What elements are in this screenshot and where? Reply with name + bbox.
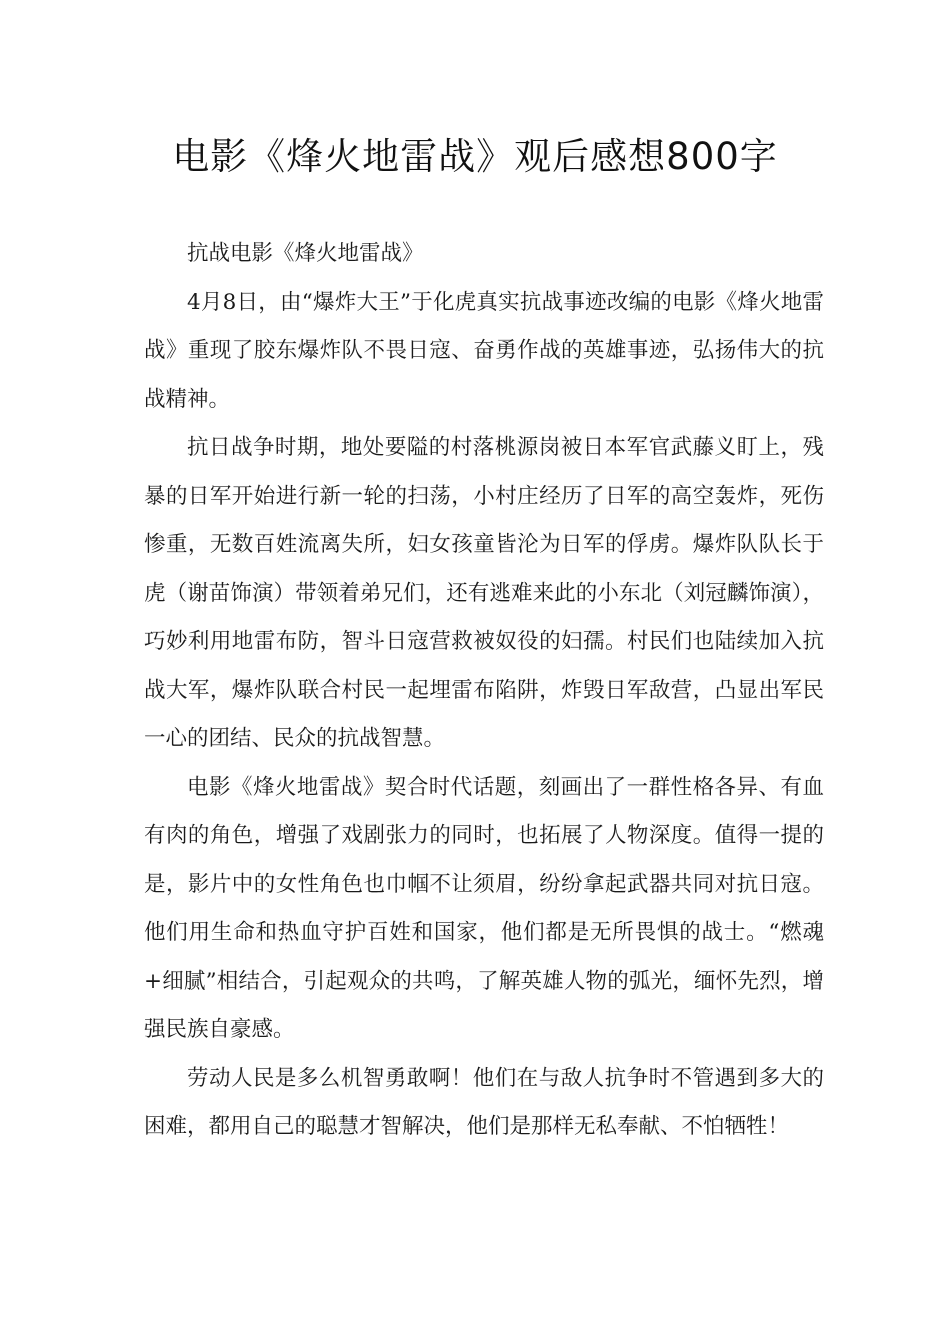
paragraph: 抗战电影《烽火地雷战》 bbox=[187, 241, 424, 266]
document-body bbox=[144, 230, 824, 1152]
paragraph: 4月8日，由“爆炸大王”于化虎真实抗战事迹改编的电影《烽火地雷战》重现了胶东爆炸队不畏日寇、奋勇作战的英雄事迹，弘扬伟大的抗战精神。 bbox=[144, 289, 824, 412]
document-title: 电影《烽火地雷战》观后感想800字 bbox=[172, 135, 778, 178]
paragraph: 抗日战争时期，地处要隘的村落桃源岗被日本军官武藤义盯上，残暴的日军开始进行新一轮的扫荡，小村庄经历了日军的高空轰炸，死伤惨重，无数百姓流离失所，妇女孩童皆沦为日军的俘虏。爆炸队队长于虎（谢苗饰演）带领着弟兄们，还有逃难来此的小东北（刘冠麟饰演），巧妙利用地雷布防，智斗日寇营救被奴役的妇孺。村民们也陆续加入抗战大军，爆炸队联合村民一起埋雷布陷阱，炸毁日军敌营，凸显出军民一心的团结、民众的抗战智慧。 bbox=[144, 435, 824, 751]
paragraph: 劳动人民是多么机智勇敢啊！他们在与敌人抗争时不管遇到多大的困难，都用自己的聪慧才智解决，他们是那样无私奉献、不怕牺牲！ bbox=[144, 1065, 824, 1139]
paragraph: 电影《烽火地雷战》契合时代话题，刻画出了一群性格各异、有血有肉的角色，增强了戏剧张力的同时，也拓展了人物深度。值得一提的是，影片中的女性角色也巾帼不让须眉，纷纷拿起武器共同对抗日寇。他们用生命和热血守护百姓和国家，他们都是无所畏惧的战士。“燃魂+细腻”相结合，引起观众的共鸣，了解英雄人物的弧光，缅怀先烈，增强民族自豪感。 bbox=[144, 774, 824, 1042]
